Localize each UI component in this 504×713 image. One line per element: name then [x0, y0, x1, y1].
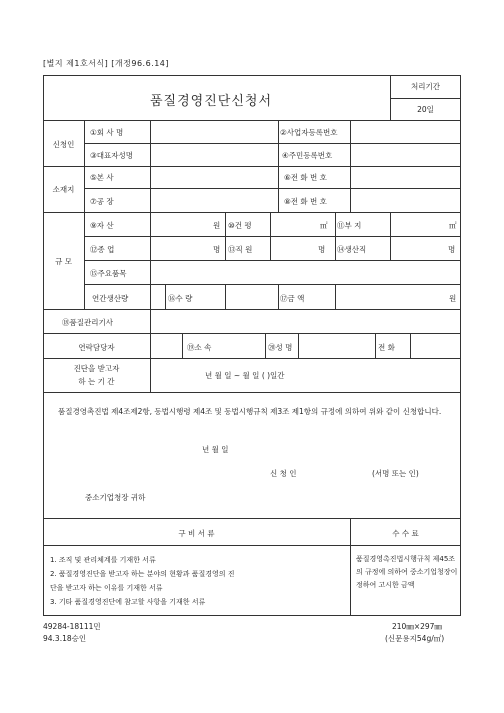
applicant-label: 신청인 [52, 140, 75, 149]
divider [335, 284, 336, 309]
form-title: 품질경영진단신청서 [150, 94, 273, 109]
statement-date: 년 월 일 [202, 445, 229, 454]
processing-label: 처리기간 [411, 82, 440, 91]
divider [335, 212, 336, 260]
scale-label: 규 모 [55, 257, 72, 266]
period-label1: 진단을 받고자 [73, 364, 120, 373]
divider [84, 188, 461, 189]
contact-name-label: ⑳성 명 [268, 343, 293, 352]
production-unit: 명 [448, 245, 456, 254]
footer-paper: (신문용지54g/㎡) [385, 634, 445, 643]
resident-reg-label: ④주민등록번호 [282, 151, 333, 160]
divider [350, 120, 351, 212]
divider [150, 260, 151, 309]
contact-dept-label: ⑲소 속 [187, 343, 212, 352]
main-items-label: ⑮주요품목 [90, 269, 127, 278]
divider [43, 358, 461, 359]
divider [150, 120, 151, 212]
divider [43, 166, 461, 167]
divider [150, 212, 151, 260]
divider [225, 284, 226, 309]
divider [390, 212, 391, 260]
divider [43, 545, 461, 546]
divider [165, 284, 166, 309]
divider [43, 392, 461, 393]
period-value: 년 월 일 ~ 월 일 ( )일간 [205, 371, 285, 380]
site-label: ⑪부 지 [337, 221, 362, 230]
list-item: 3. 기타 품질경영진단에 참고할 사항을 기재한 서류 [50, 598, 206, 606]
annual-output-label: 연간생산량 [92, 294, 129, 303]
divider [84, 260, 461, 261]
docs-header: 구 비 서 류 [178, 529, 215, 538]
list-item: 1. 조직 및 관리체계를 기재한 서류 [50, 556, 156, 564]
divider [150, 309, 151, 333]
company-name-label: ①회 사 명 [90, 128, 124, 137]
list-item: 단을 받고자 하는 이유를 기재한 서류 [50, 584, 163, 592]
contact-label: 연락담당자 [78, 343, 115, 352]
divider [84, 120, 85, 309]
statement-applicant: 신 청 인 [270, 469, 297, 478]
capital-label: ⑨자 산 [90, 221, 114, 230]
head-office-label: ⑤본 사 [90, 173, 114, 182]
period-label2: 하 는 기 간 [78, 377, 115, 386]
representative-label: ③대표자성명 [90, 151, 133, 160]
factory-label: ⑦공 장 [90, 197, 114, 206]
docs-list [50, 553, 350, 609]
statement-paragraph: 품질경영촉진법 제4조제2항, 동법시행령 제4조 및 동법시행규칙 제3조 제1항의 규정에 의하여 위와 같이 신청합니다. [58, 407, 442, 416]
divider [182, 333, 183, 358]
statement-recipient: 중소기업청장 귀하 [85, 493, 146, 502]
footer-size: 210㎜×297㎜ [392, 622, 442, 631]
footer-approval: 94.3.18승인 [43, 634, 87, 643]
divider [84, 143, 461, 144]
building-unit: ㎡ [320, 221, 328, 230]
divider [43, 333, 461, 334]
staff-label: ⑬직 원 [228, 245, 253, 254]
location-label: 소재지 [52, 185, 75, 194]
business-reg-label: ②사업자등록번호 [280, 128, 338, 137]
divider [278, 120, 279, 212]
production-label: ⑭생산직 [337, 245, 367, 254]
amount-label: ⑰금 액 [280, 294, 305, 303]
employees-unit: 명 [213, 245, 221, 254]
site-unit: ㎡ [449, 221, 457, 230]
divider [298, 333, 299, 358]
divider [43, 120, 461, 121]
phone2-label: ⑧전 화 번 호 [284, 197, 327, 206]
divider [265, 333, 266, 358]
contact-phone-label: 전 화 [378, 343, 395, 352]
qm-engineer-label: ⑱품질관리기사 [62, 318, 113, 327]
divider [270, 212, 271, 260]
amount-unit: 원 [449, 294, 457, 303]
footer-code: 49284-18111민 [43, 622, 101, 631]
divider [150, 333, 151, 392]
list-item: 2. 품질경영진단을 받고자 하는 분야의 현황과 품질경영의 진 [50, 570, 235, 578]
divider [84, 284, 461, 285]
processing-value: 20일 [417, 105, 434, 114]
phone1-label: ⑥전 화 번 호 [284, 173, 327, 182]
divider [278, 284, 279, 309]
divider [43, 212, 461, 213]
capital-unit: 원 [213, 221, 221, 230]
fee-header: 수 수 료 [392, 529, 419, 538]
divider [43, 309, 461, 310]
divider [43, 518, 461, 519]
divider [410, 333, 411, 358]
divider [225, 212, 226, 260]
staff-unit: 명 [318, 245, 326, 254]
divider [84, 236, 461, 237]
quantity-label: ⑯수 량 [168, 294, 193, 303]
form-header: [별지 제1호서식] [개정96.6.14] [43, 59, 170, 68]
divider [375, 333, 376, 358]
fee-text: 품질경영촉진법시행규칙 제45조의 규정에 의하여 중소기업청장이 정하여 고시한 금액 [356, 555, 458, 589]
building-label: ⑩건 평 [228, 221, 252, 230]
statement-sign: (서명 또는 인) [372, 469, 419, 478]
employees-label: ⑫종 업 [90, 245, 115, 254]
divider [390, 98, 461, 99]
